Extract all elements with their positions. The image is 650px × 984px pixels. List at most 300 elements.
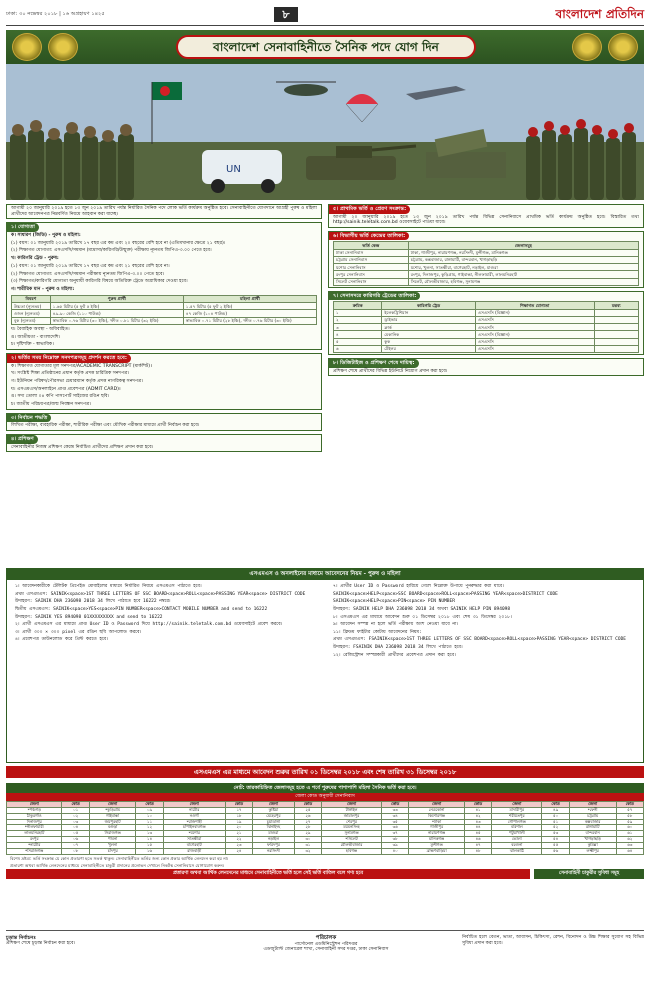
section-7-heading: ৭। সেনাসদরে কারিগরি ট্রেডের তালিকা: xyxy=(329,292,420,301)
table-row xyxy=(334,271,639,278)
table-cell: এসএসসি xyxy=(475,316,594,323)
centers-table xyxy=(333,241,639,286)
table-cell: ৬৪ xyxy=(616,848,643,854)
table-header: জেলা xyxy=(253,801,295,807)
section-posting xyxy=(328,358,644,376)
section-8-text: প্রশিক্ষণ শেষে প্রার্থীদের বিভিন্ন ইউনিটে নিয়োগ প্রদান করা হবে। xyxy=(333,368,448,374)
table-cell: ৩৮ xyxy=(382,837,409,843)
apply-line: ৯। আবেদন সম্পন্ন না হলে ভর্তি পরীক্ষায় অংশ নেওয়া যাবে না। xyxy=(333,622,459,628)
army-emblem-right-icon xyxy=(608,33,638,61)
table-cell: ১০ xyxy=(136,813,163,819)
section-trades xyxy=(328,291,644,355)
table-cell: হবিগঞ্জ xyxy=(322,848,382,854)
army-emblem-left-icon xyxy=(12,33,42,61)
table-cell: ক্লার্ক xyxy=(382,324,476,331)
section-1c-title: গ। শারীরিক মান - পুরুষ ও মহিলা: xyxy=(11,287,75,293)
table-cell: ০১ xyxy=(62,807,89,813)
section-4-text: সেনাবাহিনীর নিজস্ব প্রশিক্ষণ কেন্দ্রে নির্বাচিত প্রার্থীদের প্রশিক্ষণ প্রদান করা হবে। xyxy=(11,444,154,450)
table-cell: ১১ xyxy=(136,819,163,825)
issue-date: ঢাকা: ৩০ নভেম্বর ২০১৮ | ১৬ অগ্রহায়ণ ১৪২৫ xyxy=(6,11,105,17)
table-cell: *কুড়িগ্রাম xyxy=(89,807,136,813)
table-cell: মুন্সীগঞ্জ xyxy=(409,843,465,849)
table-cell: লালমনিরহাট xyxy=(7,831,62,837)
photo-illustration xyxy=(6,64,644,200)
table-row xyxy=(334,264,639,271)
final-selection-label: চূড়ান্ত নির্বাচনঃ xyxy=(6,935,36,941)
table-cell: ০৮ xyxy=(62,848,89,854)
table-cell: ৫ xyxy=(334,338,382,345)
table-cell: ৩৯ xyxy=(382,843,409,849)
apply-line: ১১। ফ্রিডম ফাইটার কোটায় আবেদনের নিয়ম: xyxy=(333,629,422,635)
section-2-line: গ। ইউনিয়ন পরিষদ/পৌরসভা চেয়ারম্যান কর্তৃক প্রদত্ত নাগরিকত্ব সনদপত্র। xyxy=(11,379,144,385)
table-cell: বাগেরহাট xyxy=(163,843,225,849)
apply-line: SAINIK<space>HELP<space>SSC BOARD<space>ROLL<space>PASSING YEAR<space>DISTRICT CODE xyxy=(333,591,558,597)
section-3-heading: ৩। নির্বাচন পদ্ধতি xyxy=(7,414,51,423)
table-cell: জয়পুরহাট xyxy=(89,819,136,825)
table-cell: সিলেট, মৌলভীবাজার, হবিগঞ্জ, সুনামগঞ্জ xyxy=(408,278,638,285)
table-cell: ১৯ xyxy=(225,819,252,825)
table-cell: যশোর, খুলনা, সাতক্ষীরা, বাগেরহাট, নড়াইল, মাগুরা xyxy=(408,264,638,271)
section-5-heading: ৫। প্রাথমিক ভর্তি ও প্রেরণ সংক্রান্ত: xyxy=(329,205,410,214)
table-cell: ৩৩ xyxy=(382,807,409,813)
table-cell: ০৪ xyxy=(62,825,89,831)
table-cell: ওজন (ন্যূনতম) xyxy=(12,310,51,317)
table-cell: ৬২ xyxy=(616,837,643,843)
section-8-heading: ৮। ডিজিটাইজ ও প্রশিক্ষণ শেষে দায়িত্ব: xyxy=(329,359,419,368)
table-cell: স্বাভাবিক ০.৭৬ মিটার (৩০ ইঞ্চি), স্ফীত ০.৮১ মিটার (৩২ ইঞ্চি) xyxy=(50,317,183,324)
application-date-bar: এসএমএস এর মাধ্যমে আবেদন শুরুর তারিখ ০১ ডিসেম্বর ২০১৮ এবং শেষ তারিখ ৩১ ডিসেম্বর ২০১৮ xyxy=(6,766,644,778)
table-cell: ৬ xyxy=(334,345,382,352)
table-row xyxy=(12,303,317,310)
table-header: মন্তব্য xyxy=(594,302,638,309)
table-cell: এসএসসি (বিজ্ঞান) xyxy=(475,331,594,338)
table-cell xyxy=(594,338,638,345)
table-cell: ২৪ xyxy=(225,848,252,854)
table-cell: ঝিনাইদহ xyxy=(253,825,295,831)
table-cell: চট্টগ্রাম, কক্সবাজার, রাঙ্গামাটি, বান্দরবান, খাগড়াছড়ি xyxy=(408,256,638,263)
table-cell: চট্টগ্রাম xyxy=(569,813,616,819)
table-header: জেলাসমূহ xyxy=(408,242,638,249)
apply-line: উদাহরণ: SAINIK DHA 236098 2018 34 লিখে পাঠাতে হবে 16222 নম্বরে। xyxy=(15,599,171,605)
table-cell: *যশোর xyxy=(163,831,225,837)
table-cell: ২ xyxy=(334,316,382,323)
table-cell: ভোলা xyxy=(492,837,542,843)
table-cell: ৪১ xyxy=(464,807,491,813)
apply-line: ৮। এসএমএস এর মাধ্যমে আবেদন শুরু ০১ ডিসেম্বর ২০১৮ এবং শেষ ৩১ ডিসেম্বর ২০১৮। xyxy=(333,614,512,620)
table-header: জেলা xyxy=(492,801,542,807)
table-cell: চুয়াডাঙ্গা xyxy=(253,819,295,825)
section-admission xyxy=(328,204,644,228)
table-cell: বরগুনা xyxy=(492,843,542,849)
table-cell: মাগুরা xyxy=(253,831,295,837)
table-cell: ঢাকা সেনানিবাস xyxy=(334,249,409,256)
table-cell xyxy=(594,345,638,352)
section-1b-line: (২) শিক্ষাগত যোগ্যতা: এসএসসি/সমমান পরীক্ষায় ন্যূনতম জিপিএ-৩.০০ পেতে হবে। xyxy=(11,271,165,277)
apply-line: ৪। প্রবেশপত্র ডাউনলোড করে প্রিন্ট করতে হবে। xyxy=(15,637,108,643)
left-column xyxy=(6,204,322,455)
table-cell xyxy=(594,324,638,331)
table-header: ক্রমিক xyxy=(334,302,382,309)
table-cell: ৪৯.৯০ কেজি (১১০ পাউন্ড) xyxy=(50,310,183,317)
apply-line: SAINIK<space>HELP<space>PIN<space> PIN NUMBER xyxy=(333,599,455,605)
table-cell: কুষ্টিয়া xyxy=(253,807,295,813)
table-cell: ০৩ xyxy=(62,819,89,825)
table-cell: ৫৪ xyxy=(542,837,569,843)
apply-line: ৩। প্রার্থী ৩০০ × ৩০০ pixel এর রঙিন ছবি আপলোড করবে। xyxy=(15,629,142,635)
director-title: পরিচালক xyxy=(315,935,337,941)
section-1b-title: খ। কারিগরি ট্রেড - পুরুষ: xyxy=(11,256,59,262)
table-cell: ৫২ xyxy=(542,825,569,831)
army-photo-collage xyxy=(6,64,644,200)
ad-banner xyxy=(6,30,644,64)
table-header: কোড xyxy=(542,801,569,807)
table-cell: বুক (ন্যূনতম) xyxy=(12,317,51,324)
page-number: ৮ xyxy=(274,7,298,22)
table-cell: বগুড়া xyxy=(89,825,136,831)
table-header: পুরুষ প্রার্থী xyxy=(50,295,183,302)
table-row xyxy=(334,316,639,323)
top-bar xyxy=(6,4,644,26)
fraud-warning: প্রতারণা অথবা আর্থিক লেনদেনের মাধ্যমে সেনাবাহিনীতে ভর্তি হলে সেই ভর্তি বাতিল বলে গণ্য হবে xyxy=(6,869,530,879)
table-row xyxy=(12,310,317,317)
table-cell: গোপালগঞ্জ xyxy=(492,819,542,825)
table-cell: এসএসসি xyxy=(475,324,594,331)
table-header: জেলা xyxy=(569,801,616,807)
table-cell: ২৫ xyxy=(294,807,321,813)
table-header: কোড xyxy=(136,801,163,807)
section-1-heading: ১। যোগ্যতা xyxy=(7,223,39,232)
table-cell: বান্দরবান xyxy=(569,831,616,837)
intro-text: আগামী ২০ জানুয়ারি ২০১৯ হতে ১৩ জুন ২০১৯ তারিখ পর্যন্ত নির্ধারিত সৈনিক পদে লোক ভর্তি কার্যক্রম অনুষ্ঠিত হবে। সেনাবাহিনীতে যোগদানে আগ্রহী পুরুষ ও মহিলা প্রার্থীদের আবেদনপত্র নিম্নবর্ণিত নিয়মে আহবান করা যাচ্ছে। xyxy=(11,206,317,217)
table-cell: ব্রাহ্মণবাড়িয়া xyxy=(409,848,465,854)
table-cell: ময়মনসিংহ xyxy=(322,825,382,831)
table-cell: ১৪ xyxy=(136,837,163,843)
table-cell: ৪৮ xyxy=(464,848,491,854)
table-cell: পটুয়াখালী xyxy=(492,831,542,837)
table-cell: রাঙ্গামাটি xyxy=(569,825,616,831)
apply-line: ২। প্রার্থী এসএমএস এর মাধ্যমে প্রাপ্ত User ID ও Password দিয়ে http://sainik.teletalk.com.bd ওয়েবসাইটে প্রবেশ করবে। xyxy=(15,622,283,628)
table-cell: উচ্চতা (ন্যূনতম) xyxy=(12,303,51,310)
table-cell: ০৫ xyxy=(62,831,89,837)
directorate-address: এডজুট্যান্ট জেনারেল শাখা, সেনাবাহিনী সদর দপ্তর, ঢাকা সেনানিবাস xyxy=(263,947,389,953)
table-cell: ১৮ xyxy=(225,813,252,819)
table-cell: শরীয়তপুর xyxy=(492,813,542,819)
apply-line: ১। আবেদনকারীকে টেলিটক প্রিপেইড মোবাইলের মাধ্যমে নির্ধারিত নিয়মে এসএমএস পাঠাতে হবে। xyxy=(15,584,202,589)
section-2-line: ঙ। সদ্য তোলা ০৪ কপি পাসপোর্ট সাইজের রঙিন ছবি। xyxy=(11,394,110,400)
table-row xyxy=(334,338,639,345)
table-header: জেলা xyxy=(163,801,225,807)
table-cell: সুনামগঞ্জ xyxy=(322,831,382,837)
section-2-line: চ। জাতীয় পরিচয়পত্র/জন্ম নিবন্ধন সনদপত্র। xyxy=(11,402,91,408)
table-cell: কুমিল্লা xyxy=(569,843,616,849)
table-row xyxy=(334,249,639,256)
table-header: কোড xyxy=(62,801,89,807)
table-cell: রংপুর xyxy=(7,837,62,843)
section-training xyxy=(6,434,322,452)
table-cell: শেরপুর xyxy=(322,819,382,825)
army-emblem-left2-icon xyxy=(48,33,78,61)
table-cell: কুক xyxy=(382,338,476,345)
table-cell: ৩৪ xyxy=(382,813,409,819)
table-row xyxy=(334,278,639,285)
table-cell: গাইবান্ধা xyxy=(89,813,136,819)
table-cell: ২০ xyxy=(225,825,252,831)
benefits-heading: সেনাবাহিনী চাকুরীর সুবিধা সমূহ xyxy=(534,869,644,879)
table-header: কোড xyxy=(464,801,491,807)
table-cell: ৪৭ কেজি (১০৪ পাউন্ড) xyxy=(183,310,316,317)
table-cell: ঝালকাঠি xyxy=(492,848,542,854)
table-cell: জামালপুর xyxy=(322,813,382,819)
table-cell: গাজীপুর xyxy=(409,825,465,831)
table-cell: ১৭ xyxy=(225,807,252,813)
table-cell: ড্রাইভার xyxy=(382,316,476,323)
district-section xyxy=(6,783,644,879)
table-cell: ৩৬ xyxy=(382,825,409,831)
table-cell: ৩০ xyxy=(294,837,321,843)
table-cell: ৩ xyxy=(334,324,382,331)
table-cell: ৪২ xyxy=(464,813,491,819)
table-cell xyxy=(594,316,638,323)
ad-title: বাংলাদেশ সেনাবাহিনীতে সৈনিক পদে যোগ দিন xyxy=(176,35,476,59)
table-cell: মাদারীপুর xyxy=(492,807,542,813)
table-cell: *ঢাকা xyxy=(409,819,465,825)
district-heading: জেলা কোড অনুযায়ী সেনানিবাস xyxy=(6,793,644,801)
table-row xyxy=(334,256,639,263)
table-cell: চাঁপাইনবাবগঞ্জ xyxy=(163,825,225,831)
table-cell: মেহেরপুর xyxy=(253,813,295,819)
section-5-text: আগামী ২০ জানুয়ারি ২০১৯ হতে ১৩ জুন ২০১৯ তারিখ পর্যন্ত বিভিন্ন সেনানিবাসে প্রাথমিক ভর্তি কার্যক্রম অনুষ্ঠিত হবে। বিস্তারিত তথ্য http://sainik.teletalk.com.bd ওয়েবসাইটে পাওয়া যাবে। xyxy=(333,214,639,226)
directorate-name: পার্সোনেল এডমিনিস্ট্রেশন পরিদপ্তর xyxy=(294,941,358,947)
section-1a-line: (২) শিক্ষাগত যোগ্যতা: এসএসসি/সমমান (মাদ্রাসা/কারিগরি/উন্মুক্ত) পরীক্ষায় ন্যূনতম জিপিএ-৩.০০ পেতে হবে। xyxy=(11,248,212,254)
section-1a-title: ক। সাধারণ (জিডি) - পুরুষ ও মহিলা: xyxy=(11,232,81,238)
section-4-heading: ৪। প্রশিক্ষণ xyxy=(7,435,38,444)
table-cell: ২৩ xyxy=(225,843,252,849)
table-cell: ৪৭ xyxy=(464,843,491,849)
table-cell: বরিশাল xyxy=(492,825,542,831)
table-cell xyxy=(594,331,638,338)
table-header: কোড xyxy=(616,801,643,807)
table-cell: ইলেকট্রিশিয়ান xyxy=(382,309,476,316)
table-cell: ৫৩ xyxy=(542,831,569,837)
district-note-line: প্রতারণা অথবা আর্থিক লেনদেনের মাধ্যমে সেনাবাহিনীতে চাকুরী প্রদানের প্রলোভন দেখালে নিকটস্থ সেনানিবাসে যোগাযোগ করুন। xyxy=(10,863,225,869)
section-2-heading: ২। ভর্তির সময় নিম্নোক্ত সনদপত্রসমূহ প্রদর্শন করতে হবে: xyxy=(7,354,131,363)
table-header: কোড xyxy=(225,801,252,807)
table-header: মহিলা প্রার্থী xyxy=(183,295,316,302)
district-note-line: বিশেষ দ্রষ্টব্য: ভর্তি সংক্রান্ত যে কোন প্রতারণা হতে সতর্ক থাকুন। সেনাবাহিনীতে ভর্তির জন্য কোন প্রকার আর্থিক লেনদেন করা হয় না। xyxy=(10,855,229,861)
section-1b-line: (৩) শিক্ষাগত/কারিগরি যোগ্যতা অনুযায়ী কারিগরি বিষয়ে অতিরিক্ত ট্রেডে অগ্রাধিকার দেওয়া হবে। xyxy=(11,279,188,285)
table-cell: খুলনা xyxy=(89,843,136,849)
table-cell: ২৬ xyxy=(294,813,321,819)
apply-line: উদাহরণ: SAINIK HELP DHA 236098 2018 34 অথবা SAINIK HELP PIN 894098 xyxy=(333,606,511,612)
section-2-line: ক। শিক্ষাগত যোগ্যতার মূল সনদপত্র/ACADEMIC TRANSCRIPT (মার্কশিট)। xyxy=(11,363,152,369)
table-cell: ২১ xyxy=(225,831,252,837)
table-cell: এসএসসি xyxy=(475,338,594,345)
table-cell: নরসিংদী xyxy=(253,848,295,854)
trades-table xyxy=(333,301,639,353)
table-cell: লক্ষ্মীপুর xyxy=(569,848,616,854)
apply-line: ১২। রেজিস্ট্রেশন সম্পন্নকারী প্রার্থীদের প্রবেশপত্র প্রদান করা হবে। xyxy=(333,652,456,658)
table-cell: নেত্রকোনা xyxy=(409,807,465,813)
table-cell: মৌলভীবাজার xyxy=(322,843,382,849)
apply-right-column xyxy=(329,583,639,659)
section-1-note: ঙ। জাতীয়তা - বাংলাদেশি। xyxy=(11,334,61,340)
table-cell: ৪৯ xyxy=(542,807,569,813)
table-row xyxy=(7,848,644,854)
table-cell: ০৬ xyxy=(62,837,89,843)
table-cell: খাগড়াছড়ি xyxy=(569,837,616,843)
table-cell: *নীলফামারী xyxy=(7,825,62,831)
table-cell: ২৮ xyxy=(294,825,321,831)
table-cell: স্বাভাবিক ০.৭১ মিটার (২৮ ইঞ্চি), স্ফীত ০.৭৬ মিটার (৩০ ইঞ্চি) xyxy=(183,317,316,324)
table-cell: ৩১ xyxy=(294,843,321,849)
table-cell: নারায়ণগঞ্জ xyxy=(409,831,465,837)
table-cell: ৪৫ xyxy=(464,831,491,837)
table-cell: কিশোরগঞ্জ xyxy=(409,813,465,819)
table-cell: ঢাকা, গাজীপুর, নারায়ণগঞ্জ, নরসিংদী, মুন্সীগঞ্জ, মানিকগঞ্জ xyxy=(408,249,638,256)
apply-line: প্রথম এসএমএস: FSAINIK<space>1ST THREE LETTERS OF SSC BOARD<space>ROLL<space>PASSING YEAR<space> DISTRICT CODE xyxy=(333,637,626,643)
table-cell xyxy=(594,309,638,316)
table-cell: ১২ xyxy=(136,825,163,831)
table-cell: ১৩ xyxy=(136,831,163,837)
table-header: শিক্ষাগত যোগ্যতা xyxy=(475,302,594,309)
apply-line: প্রথম এসএমএস: SAINIK<space>1ST THREE LETTERS OF SSC BOARD<space>ROLL<space>PASSING YEAR<space> DISTRICT CODE xyxy=(15,591,306,597)
svg-text:UN: UN xyxy=(226,164,241,175)
section-centers xyxy=(328,231,644,288)
table-cell: ৪০ xyxy=(382,848,409,854)
table-row xyxy=(12,317,317,324)
table-cell: রাজবাড়ী xyxy=(163,848,225,854)
table-cell: নড়াইল xyxy=(253,837,295,843)
table-cell: রংপুর সেনানিবাস xyxy=(334,271,409,278)
table-cell: এসএসসি (বিজ্ঞান) xyxy=(475,309,594,316)
table-cell: নওগাঁ xyxy=(163,813,225,819)
table-cell: *পঞ্চগড় xyxy=(7,807,62,813)
table-cell: *সিলেট xyxy=(322,837,382,843)
table-cell: ৬৩ xyxy=(616,843,643,849)
table-cell: *ফেনী xyxy=(569,807,616,813)
intro-box xyxy=(6,204,322,219)
apply-line: উদাহরণ: SAINIK YES 894098 01XXXXXXXXX and send to 16222 xyxy=(15,614,163,620)
section-1-note: ঘ। বৈবাহিক অবস্থা - অবিবাহিত। xyxy=(11,326,70,332)
section-documents xyxy=(6,353,322,410)
district-table xyxy=(6,801,644,855)
footer-mid xyxy=(206,935,446,953)
table-header: কোড xyxy=(382,801,409,807)
table-header: জেলা xyxy=(409,801,465,807)
table-row xyxy=(334,331,639,338)
table-cell: ০৭ xyxy=(62,843,89,849)
table-header: জেলা xyxy=(89,801,136,807)
table-cell: ৫৬ xyxy=(542,848,569,854)
table-cell: ৪ xyxy=(334,331,382,338)
table-cell: চাঁদপুর xyxy=(89,848,136,854)
apply-left-column xyxy=(11,583,321,644)
table-cell: ৫৫ xyxy=(542,843,569,849)
footer-left xyxy=(6,935,186,947)
newspaper-logo: বাংলাদেশ প্রতিদিন xyxy=(555,7,644,21)
table-cell: নাটোর xyxy=(163,807,225,813)
table-cell: সিলেট সেনানিবাস xyxy=(334,278,409,285)
table-row xyxy=(334,345,639,352)
section-2-line: ঘ। এসএমএস/অনলাইনে প্রাপ্ত প্রবেশপত্র (ADMIT CARD)। xyxy=(11,386,121,392)
right-column xyxy=(328,204,644,379)
table-cell: চট্টগ্রাম সেনানিবাস xyxy=(334,256,409,263)
section-1-note: চ। দৃষ্টিশক্তি - স্বাভাবিক। xyxy=(11,342,54,348)
table-cell: টাঙ্গাইল xyxy=(322,807,382,813)
apply-heading: এসএমএস ও অনলাইনের মাধ্যমে আবেদনের নিয়ম - পুরুষ ও মহিলা xyxy=(7,569,643,580)
table-row xyxy=(334,324,639,331)
table-cell: ৩২ xyxy=(294,848,321,854)
district-note: নোট: তারকাচিহ্নিত জেলাসমূহ হতে এ পর্বে পুরুষের পাশাপাশি মহিলা সৈনিক ভর্তি করা হবে। xyxy=(6,783,644,793)
table-header: কারিগরি ট্রেড xyxy=(382,302,476,309)
table-cell: ৫৭ xyxy=(616,807,643,813)
army-emblem-right2-icon xyxy=(572,33,602,61)
table-cell: ঠাকুরগাঁও xyxy=(7,813,62,819)
table-header: জেলা xyxy=(7,801,62,807)
table-header: জেলা xyxy=(322,801,382,807)
apply-line: দ্বিতীয় এসএমএস: SAINIK<space>YES<space>PIN NUMBER<space>CONTACT MOBILE NUMBER and send to 16222 xyxy=(15,606,268,612)
table-header: বিবরণ xyxy=(12,295,51,302)
table-cell: ৫১ xyxy=(542,819,569,825)
final-selection-text: প্রশিক্ষণ শেষে চূড়ান্ত নির্বাচন করা হবে। xyxy=(6,941,76,947)
table-cell: মানিকগঞ্জ xyxy=(409,837,465,843)
table-cell: রংপুর, দিনাজপুর, কুড়িগ্রাম, গাইবান্ধা, নীলফামারী, লালমনিরহাট xyxy=(408,271,638,278)
footer xyxy=(6,930,644,980)
table-header: ভর্তি কেন্দ্র xyxy=(334,242,409,249)
table-cell: ০২ xyxy=(62,813,89,819)
table-cell: টেইলর xyxy=(382,345,476,352)
table-cell: ৪৪ xyxy=(464,825,491,831)
table-cell: দিনাজপুর xyxy=(7,819,62,825)
table-cell: এসএসসি xyxy=(475,345,594,352)
table-cell: পাবনা xyxy=(89,837,136,843)
table-header: কোড xyxy=(294,801,321,807)
table-cell: ৬১ xyxy=(616,831,643,837)
table-cell: ৬০ xyxy=(616,825,643,831)
apply-line: উদাহরণ: FSAINIK DHA 236098 2018 34 লিখে পাঠাতে হবে। xyxy=(333,645,463,650)
table-cell: ২৭ xyxy=(294,819,321,825)
table-cell: ১৫ xyxy=(136,843,163,849)
table-cell: ৫৮ xyxy=(616,813,643,819)
table-cell: ১.৬৫ মিটার (৫ ফুট ৫ ইঞ্চি) xyxy=(50,303,183,310)
table-cell: ০৯ xyxy=(136,807,163,813)
section-1a-line: (১) বয়স: ০১ জানুয়ারি ২০১৯ তারিখে ১৭ বছর এর কম এবং ২০ বছরের বেশি হবে না (এতিমখানার ক্ষেত্রে ২১ বছর)। xyxy=(11,240,226,246)
table-cell: সিরাজগঞ্জ xyxy=(89,831,136,837)
table-cell: কক্সবাজার xyxy=(569,819,616,825)
table-cell: *নাটোর xyxy=(7,843,62,849)
table-cell: ১.৫৭ মিটার (৫ ফুট ২ ইঞ্চি) xyxy=(183,303,316,310)
section-3-text: লিখিত পরীক্ষা, ব্যবহারিক পরীক্ষা, শারীরিক পরীক্ষা এবং মৌখিক পরীক্ষার মাধ্যমে প্রার্থী নির্বাচন করা হবে। xyxy=(11,423,200,429)
table-cell: সাতক্ষীরা xyxy=(163,837,225,843)
table-cell: যশোর সেনানিবাস xyxy=(334,264,409,271)
section-eligibility xyxy=(6,222,322,350)
section-6-heading: ৬। বিভাগীয় ভর্তি কেন্দ্রের তালিকা: xyxy=(329,232,409,241)
section-1b-line: (১) বয়স: ০১ জানুয়ারি ২০১৯ তারিখে ১৭ বছর এর কম এবং ২১ বছরের বেশি হবে না। xyxy=(11,263,170,269)
table-cell: ৩৫ xyxy=(382,819,409,825)
table-row xyxy=(334,309,639,316)
table-cell: ৫৯ xyxy=(616,819,643,825)
table-cell: ১৬ xyxy=(136,848,163,854)
section-selection xyxy=(6,413,322,431)
table-cell: *সিরাজগঞ্জ xyxy=(7,848,62,854)
table-cell: ৩৭ xyxy=(382,831,409,837)
physical-standards-table xyxy=(11,295,317,325)
table-cell: ৫০ xyxy=(542,813,569,819)
table-cell: ২৯ xyxy=(294,831,321,837)
table-cell: ৪৩ xyxy=(464,819,491,825)
apply-line: ৭। প্রার্থীর User ID ও Password হারিয়ে গেলে নিম্নোক্ত উপায়ে পুনরুদ্ধার করা যাবে। xyxy=(333,584,504,589)
table-cell: ৪৬ xyxy=(464,837,491,843)
